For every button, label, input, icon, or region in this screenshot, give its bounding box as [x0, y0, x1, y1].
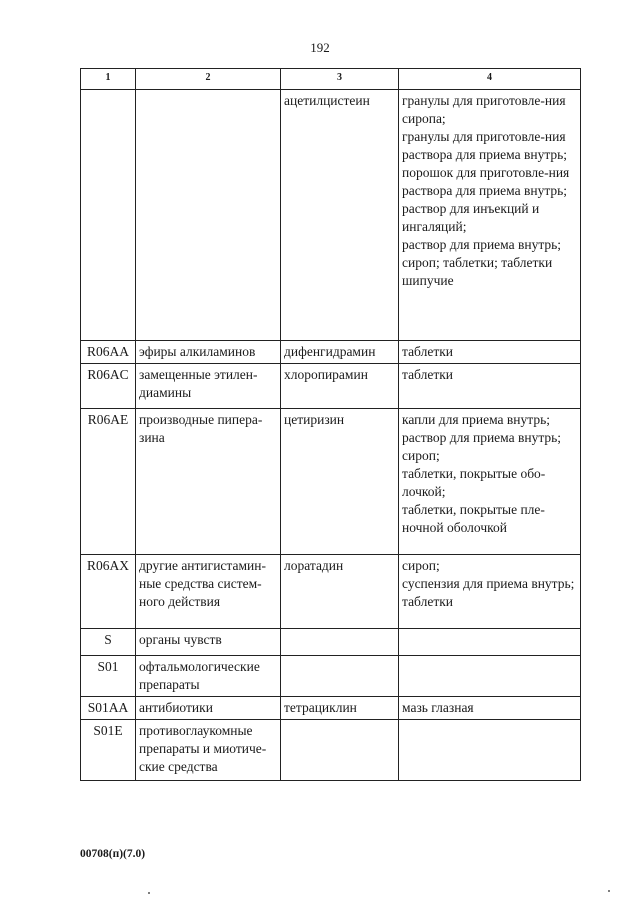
anatomical-therapeutic-group-cell: антибиотики [136, 697, 281, 720]
table-header-row [81, 69, 581, 90]
table-row [81, 656, 581, 697]
column-header: 2 [136, 69, 281, 90]
dosage-form-item: таблетки [402, 344, 454, 359]
dosage-form-item: гранулы для приготовле-ния раствора для приема внутрь; [402, 129, 568, 162]
dosage-form-item: раствор для приема внутрь; [402, 237, 562, 252]
dosage-forms-cell [399, 720, 581, 781]
dosage-form-item: сироп; таблетки; таблетки шипучие [402, 255, 553, 288]
column-header: 1 [81, 69, 136, 90]
atc-code-cell: R06AE [81, 409, 136, 555]
column-header: 3 [281, 69, 399, 90]
dosage-form-item: гранулы для приготовле-ния сиропа; [402, 93, 566, 126]
medicinal-product-cell [281, 629, 399, 656]
anatomical-therapeutic-group-cell: другие антигистамин-ные средства систем-ного действия [136, 555, 281, 629]
medicinal-product-cell: дифенгидрамин [281, 341, 399, 364]
medicinal-product-cell: лоратадин [281, 555, 399, 629]
medicinal-product-cell: ацетилцистеин [281, 90, 399, 341]
dosage-form-item: таблетки, покрытые обо-лочкой; [402, 466, 546, 499]
atc-code-cell: S01AA [81, 697, 136, 720]
medicinal-product-cell [281, 656, 399, 697]
anatomical-therapeutic-group-cell: противоглаукомные препараты и миотиче-ские средства [136, 720, 281, 781]
dosage-forms-cell [399, 555, 581, 629]
dosage-form-item: раствор для инъекций и ингаляций; [402, 201, 540, 234]
atc-code-cell: S01 [81, 656, 136, 697]
dosage-form-item: мазь глазная [402, 700, 474, 715]
dosage-forms-cell [399, 90, 581, 341]
dosage-forms-cell [399, 697, 581, 720]
dosage-forms-cell [399, 629, 581, 656]
atc-code-cell: S01E [81, 720, 136, 781]
dosage-form-item: сироп; [402, 448, 440, 463]
document-code: 00708(п)(7.0) [80, 848, 146, 860]
table-row [81, 409, 581, 555]
table-row [81, 629, 581, 656]
dosage-forms-cell [399, 409, 581, 555]
anatomical-therapeutic-group-cell [136, 90, 281, 341]
medicinal-product-cell: цетиризин [281, 409, 399, 555]
medicinal-product-cell: тетрациклин [281, 697, 399, 720]
anatomical-therapeutic-group-cell: офтальмологические препараты [136, 656, 281, 697]
table-row [81, 720, 581, 781]
atc-code-cell: R06AA [81, 341, 136, 364]
dosage-forms-cell [399, 656, 581, 697]
atc-code-cell: S [81, 629, 136, 656]
dosage-form-item: суспензия для приема внутрь; [402, 576, 575, 591]
table-row [81, 697, 581, 720]
anatomical-therapeutic-group-cell: замещенные этилен-диамины [136, 364, 281, 409]
medicinal-product-cell: хлоропирамин [281, 364, 399, 409]
table-row [81, 90, 581, 341]
dosage-form-item: раствор для приема внутрь; [402, 430, 562, 445]
dosage-forms-cell [399, 364, 581, 409]
atc-code-cell [81, 90, 136, 341]
page-number: 192 [310, 40, 330, 55]
column-header: 4 [399, 69, 581, 90]
anatomical-therapeutic-group-cell: производные пипера-зина [136, 409, 281, 555]
dosage-form-item: порошок для приготовле-ния раствора для приема внутрь; [402, 165, 570, 198]
dosage-form-item: капли для приема внутрь; [402, 412, 550, 427]
table-row [81, 341, 581, 364]
dosage-form-item: сироп; [402, 558, 440, 573]
medication-table [80, 68, 581, 781]
scan-speck [608, 890, 610, 892]
scan-speck [148, 892, 150, 894]
anatomical-therapeutic-group-cell: органы чувств [136, 629, 281, 656]
atc-code-cell: R06AX [81, 555, 136, 629]
dosage-form-item: таблетки [402, 367, 454, 382]
atc-code-cell: R06AC [81, 364, 136, 409]
table-row [81, 555, 581, 629]
table-row [81, 364, 581, 409]
anatomical-therapeutic-group-cell: эфиры алкиламинов [136, 341, 281, 364]
medicinal-product-cell [281, 720, 399, 781]
table-body [81, 90, 581, 781]
dosage-form-item: таблетки, покрытые пле-ночной оболочкой [402, 502, 545, 535]
dosage-form-item: таблетки [402, 594, 454, 609]
dosage-forms-cell [399, 341, 581, 364]
